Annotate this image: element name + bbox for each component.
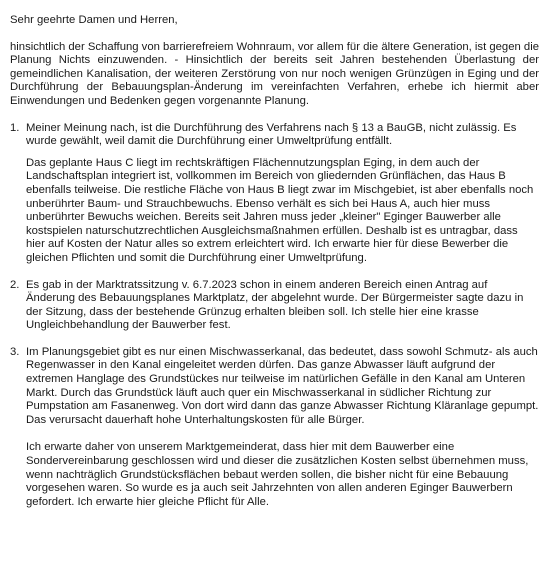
point-detail: Ich erwarte daher von unserem Marktgemeinderat, dass hier mit dem Bauwerber eine Sondervereinbarung geschlossen wird und dieser die zusätzlichen Kosten selbst übernehmen muss, wenn nachträglich Grundstücksflächen bebaut werden sollen, die bisher nicht für eine Bebauung vorgesehen waren. So wurde es ja auch seit Jahrzehnten von allen anderen Eginger Bauwerbern gefordert. Ich erwarte hier gleiche Pflicht für Alle. bbox=[26, 441, 529, 508]
objection-point-1 bbox=[10, 122, 539, 266]
point-number: 1. bbox=[10, 121, 20, 134]
point-detail: Das geplante Haus C liegt im rechtskräftigen Flächennutzungsplan Eging, in dem auch der Landschaftsplan integriert ist, vollkommen im Bereich von gliedernden Grünflächen, das Haus B ebenfalls teilweise. Die restliche Fläche von Haus B liegt zwar im Mischgebiet, ist aber ebenfalls noch unberührter Baum- und Strauchbewuchs. Ebenso verhält es sich bei Haus A, auch hier muss unberührter Bewuchs weichen. Bereits seit Jahren muss jeder „kleiner" Eginger Bauwerber alle kostspielen naturschutzrechtlichen Ausgleichsmaßnahmen erfüllen. Deshalb ist es untragbar, dass hier auf Kosten der Natur alles so extrem erleichtert wird. Ich erwarte hier für diese Bewerber die gleichen Pflichten und somit die Durchführung einer Umweltprüfung. bbox=[26, 156, 534, 264]
point-number: 3. bbox=[10, 345, 20, 358]
point-text: Meiner Meinung nach, ist die Durchführung des Verfahrens nach § 13 a BauGB, nicht zulässig. Es wurde gewählt, weil damit die Durchführung einer Umweltprüfung entfällt. bbox=[26, 121, 517, 148]
point-text: Es gab in der Marktratssitzung v. 6.7.2023 schon in einem anderen Bereich einen Antrag auf Änderung des Bebauungsplanes Marktplatz, der abgelehnt wurde. Der Bürgermeister sagte dazu in der Sitzung, dass der bestehende Grünzug erhalten bleiben soll. Ich stelle hier eine krasse Ungleichbehandlung der Bauwerber fest. bbox=[26, 278, 524, 332]
objection-point-3 bbox=[10, 346, 539, 510]
objection-list bbox=[10, 122, 539, 510]
salutation: Sehr geehrte Damen und Herren, bbox=[10, 14, 178, 26]
intro-paragraph: hinsichtlich der Schaffung von barrierefreiem Wohnraum, vor allem für die ältere Generation, ist gegen die Planung Nichts einzuwenden. - Hinsichtlich der bereits seit Jahren bestehenden Überlastung der gemeindlichen Kanalisation, der weiteren Zerstörung von nur noch wenigen Grünzügen in Eging und der Durchführung der Bebauungsplan-Änderung im vereinfachten Verfahren, erhebe ich hiermit aber Einwendungen und Bedenken gegen vorgenannte Planung. bbox=[10, 40, 539, 107]
objection-point-2 bbox=[10, 279, 539, 333]
point-number: 2. bbox=[10, 278, 20, 291]
point-text: Im Planungsgebiet gibt es nur einen Mischwasserkanal, das bedeutet, dass sowohl Schmutz- als auch Regenwasser in den Kanal eingeleitet werden dürfen. Das ganze Abwasser läuft aufgrund der extremen Hanglage des Grundstückes nur teilweise im natürlichen Gefälle in den Kanal am Unteren Markt. Durch das Grundstück läuft auch quer ein Mischwasserkanal in südlicher Richtung zur Pumpstation am Fasanenweg. Von dort wird dann das ganze Abwasser Richtung Kläranlage gepumpt. Das verursacht dauerhaft hohe Unterhaltungskosten für alle Bürger. bbox=[26, 345, 539, 426]
